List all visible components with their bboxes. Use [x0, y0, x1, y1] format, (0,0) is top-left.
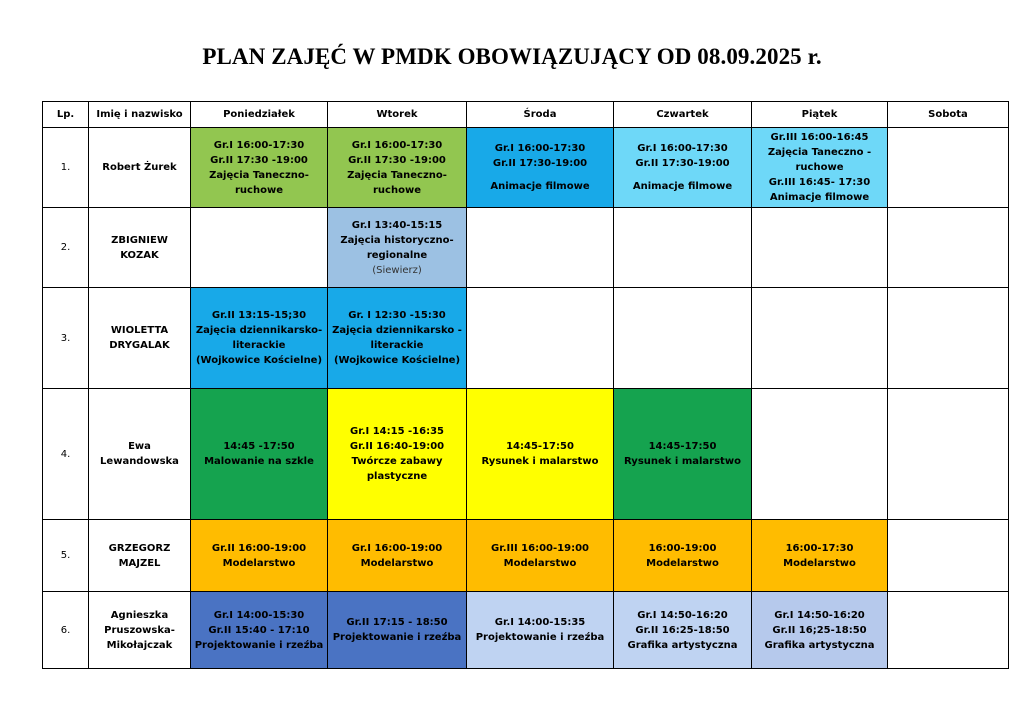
class-line: Gr.I 16:00-17:30 [213, 139, 305, 151]
class-line: Gr.III 16:45- 17:30 [768, 177, 871, 188]
class-line: Gr.I 14:00-15:30 [213, 609, 305, 621]
class-cell-tuesday [328, 208, 467, 288]
class-line: Gr.II 13:15-15;30 [211, 310, 307, 321]
class-line: Gr.II 17:30 -19:00 [348, 154, 446, 166]
row-number: 1. [43, 128, 89, 208]
class-cell-thursday [614, 592, 752, 669]
class-line: 14:45-17:50 [506, 441, 574, 452]
class-line: Gr.II 16;25-18:50 [772, 624, 867, 636]
class-cell-monday [191, 520, 328, 592]
class-line: ruchowe [795, 162, 844, 173]
class-line: Gr.II 16:40-19:00 [349, 441, 445, 452]
class-line: Twórcze zabawy [351, 456, 443, 467]
class-line: Modelarstwo [222, 557, 296, 569]
instructor-name-line: Ewa [128, 441, 151, 452]
class-line: Malowanie na szkle [204, 456, 314, 467]
class-line: Gr.II 17:30 -19:00 [210, 154, 308, 166]
class-line: Gr.II 16:00-19:00 [211, 542, 307, 554]
class-cell-thursday [614, 208, 752, 288]
instructor-name-line: ZBIGNIEW [111, 234, 168, 246]
class-line: Gr.III 16:00-16:45 [770, 132, 869, 143]
class-line: Zajęcia Taneczno- [347, 169, 447, 181]
class-line: literackie [232, 340, 286, 351]
class-cell-friday [752, 288, 888, 389]
class-line: Animacje filmowe [490, 181, 590, 192]
class-cell-wednesday [467, 520, 614, 592]
class-line: Modelarstwo [646, 557, 719, 569]
class-line: Gr.II 17:30-19:00 [492, 158, 588, 169]
class-line: Grafika artystyczna [764, 639, 875, 651]
class-line: Projektowanie i rzeźba [332, 632, 462, 643]
class-cell-wednesday [467, 208, 614, 288]
class-cell-saturday [888, 128, 1009, 208]
class-line: Gr.I 14:50-16:20 [774, 609, 865, 621]
schedule-row [43, 389, 1009, 520]
class-cell-saturday [888, 208, 1009, 288]
class-line: Gr.I 14:50-16:20 [637, 609, 728, 621]
schedule-row [43, 592, 1009, 669]
class-line: Rysunek i malarstwo [624, 456, 741, 467]
instructor-name-line: WIOLETTA [110, 325, 169, 336]
instructor-name-line: KOZAK [120, 249, 159, 261]
class-line: Gr.II 17:15 - 18:50 [346, 617, 448, 628]
class-line: Projektowanie i rzeźba [194, 639, 324, 651]
class-line: Modelarstwo [783, 557, 856, 569]
class-cell-saturday [888, 389, 1009, 520]
class-cell-thursday [614, 520, 752, 592]
class-line: plastyczne [366, 471, 428, 482]
class-line: 14:45-17:50 [648, 441, 717, 452]
class-cell-tuesday [328, 592, 467, 669]
class-line: Gr. I 12:30 -15:30 [348, 310, 446, 321]
class-cell-saturday [888, 288, 1009, 389]
class-cell-monday [191, 128, 328, 208]
class-line: Gr.III 16:00-19:00 [491, 542, 589, 554]
class-line: Gr.I 14:15 -16:35 [349, 426, 444, 437]
header-lp: Lp. [43, 102, 89, 128]
class-line: 16:00-17:30 [785, 542, 854, 554]
class-line: ruchowe [373, 184, 421, 196]
row-number: 5. [43, 520, 89, 592]
schedule-row [43, 128, 1009, 208]
instructor-name-line: DRYGALAK [109, 340, 170, 351]
header-tuesday: Wtorek [328, 102, 467, 128]
schedule-row [43, 208, 1009, 288]
class-line: Gr.II 16:25-18:50 [635, 624, 730, 636]
class-line: Gr.II 17:30-19:00 [635, 158, 730, 169]
header-monday: Poniedziałek [191, 102, 328, 128]
class-cell-wednesday [467, 288, 614, 389]
class-line: regionalne [366, 249, 428, 261]
row-number: 2. [43, 208, 89, 288]
instructor-name [89, 592, 191, 669]
class-cell-wednesday [467, 389, 614, 520]
class-cell-friday [752, 128, 888, 208]
class-line: Gr.I 14:00-15:35 [494, 617, 586, 628]
class-line: Animacje filmowe [769, 192, 870, 203]
header-saturday: Sobota [888, 102, 1009, 128]
class-cell-friday [752, 592, 888, 669]
class-line: Animacje filmowe [632, 181, 733, 192]
class-cell-monday [191, 208, 328, 288]
class-line: Projektowanie i rzeźba [475, 632, 605, 643]
class-line: Zajęcia dziennikarsko - [332, 325, 462, 336]
class-line: Zajęcia Taneczno- [209, 169, 309, 181]
class-line: Gr.II 15:40 - 17:10 [208, 624, 310, 636]
class-line: Grafika artystyczna [627, 639, 738, 651]
class-cell-thursday [614, 128, 752, 208]
class-cell-tuesday [328, 288, 467, 389]
class-line: Gr.I 16:00-17:30 [351, 139, 443, 151]
class-cell-saturday [888, 592, 1009, 669]
class-line: (Wojkowice Kościelne) [333, 355, 461, 366]
instructor-name [89, 288, 191, 389]
class-cell-wednesday [467, 128, 614, 208]
class-line: Modelarstwo [503, 557, 577, 569]
class-cell-tuesday [328, 520, 467, 592]
class-line: (Siewierz) [372, 264, 422, 276]
class-line: Gr.I 16:00-17:30 [637, 143, 728, 154]
header-name: Imię i nazwisko [89, 102, 191, 128]
class-cell-thursday [614, 389, 752, 520]
instructor-name-line: MAJZEL [118, 557, 161, 569]
class-line: 14:45 -17:50 [223, 441, 295, 452]
schedule-row [43, 288, 1009, 389]
row-number: 4. [43, 389, 89, 520]
instructor-name-line: Mikołajczak [106, 639, 173, 651]
instructor-name [89, 208, 191, 288]
header-row [43, 102, 1009, 128]
header-thursday: Czwartek [614, 102, 752, 128]
class-cell-friday [752, 389, 888, 520]
class-line: ruchowe [235, 184, 283, 196]
row-number: 3. [43, 288, 89, 389]
class-line: Gr.I 16:00-17:30 [494, 143, 586, 154]
class-line: Gr.I 16:00-19:00 [351, 542, 443, 554]
instructor-name-line: Lewandowska [100, 456, 179, 467]
class-line: Zajęcia historyczno- [340, 234, 454, 246]
class-cell-tuesday [328, 128, 467, 208]
class-cell-tuesday [328, 389, 467, 520]
class-cell-saturday [888, 520, 1009, 592]
class-cell-monday [191, 389, 328, 520]
class-cell-thursday [614, 288, 752, 389]
class-line: literackie [370, 340, 424, 351]
instructor-name-line: Pruszowska- [104, 624, 175, 636]
class-cell-friday [752, 208, 888, 288]
instructor-name-line: GRZEGORZ [108, 542, 171, 554]
class-line [469, 171, 611, 179]
page-title: PLAN ZAJĘĆ W PMDK OBOWIĄZUJĄCY OD 08.09.2025 r. [202, 44, 822, 69]
class-line: Zajęcia Taneczno - [767, 147, 872, 158]
schedule-row [43, 520, 1009, 592]
class-line: 16:00-19:00 [648, 542, 717, 554]
class-cell-monday [191, 288, 328, 389]
class-line: Gr.I 13:40-15:15 [351, 219, 443, 231]
schedule-table [42, 101, 1009, 669]
instructor-name-line: Agnieszka [110, 609, 169, 621]
schedule-body [43, 128, 1009, 669]
class-line: Modelarstwo [360, 557, 434, 569]
instructor-name [89, 520, 191, 592]
class-line: (Wojkowice Kościelne) [195, 355, 323, 366]
header-friday: Piątek [752, 102, 888, 128]
class-line: Rysunek i malarstwo [481, 456, 599, 467]
class-cell-monday [191, 592, 328, 669]
class-cell-wednesday [467, 592, 614, 669]
class-cell-friday [752, 520, 888, 592]
instructor-name [89, 389, 191, 520]
row-number: 6. [43, 592, 89, 669]
instructor-name [89, 128, 191, 208]
header-wednesday: Środa [467, 102, 614, 128]
instructor-name-line: Robert Żurek [102, 162, 177, 173]
class-line [616, 171, 749, 179]
class-line: Zajęcia dziennikarsko- [195, 325, 323, 336]
